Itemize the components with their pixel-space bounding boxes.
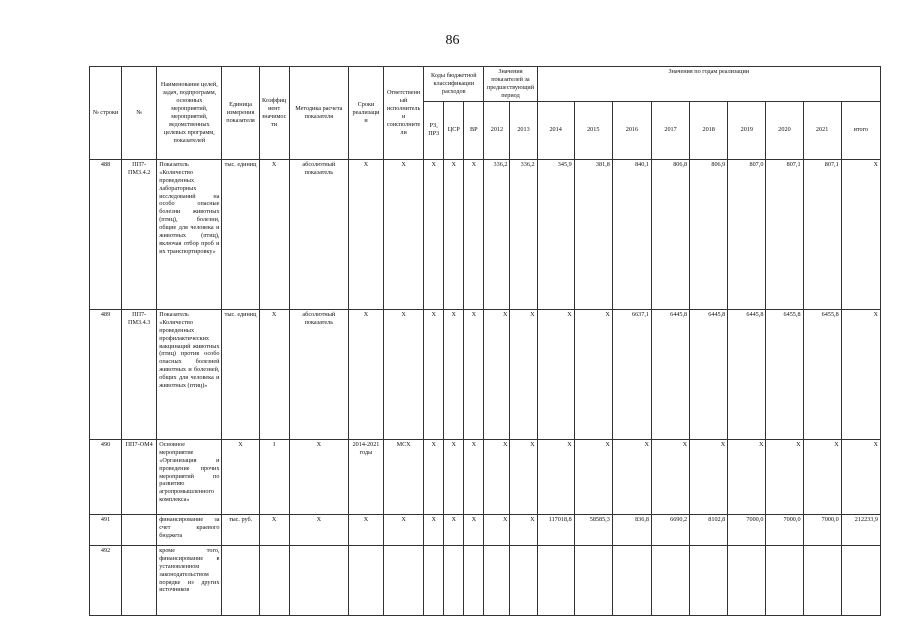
cell-year-value: 836,8 — [612, 514, 651, 545]
table-header — [90, 67, 881, 160]
col-year: 2021 — [803, 101, 841, 159]
col-year: 2016 — [612, 101, 651, 159]
col-total: итого — [841, 101, 880, 159]
cell-year-value: X — [537, 439, 574, 514]
cell-method: X — [289, 439, 348, 514]
cell-code: X — [424, 514, 444, 545]
col-method: Методика расчета показателя — [289, 67, 348, 160]
table-row — [90, 159, 881, 309]
col-unit: Единица измерения показателя — [222, 67, 259, 160]
cell-prior-value: 336,2 — [510, 159, 537, 309]
cell-total: X — [841, 159, 880, 309]
cell-year-value — [612, 545, 651, 615]
cell-coef: X — [259, 309, 289, 439]
cell-total — [841, 545, 880, 615]
cell-year-value: 806,8 — [651, 159, 689, 309]
col-terms: Сроки реализации — [348, 67, 383, 160]
cell-coef: I — [259, 439, 289, 514]
page-number: 86 — [445, 33, 460, 48]
cell-code: X — [464, 439, 484, 514]
cell-year-value — [537, 545, 574, 615]
cell-year-value: 381,8 — [574, 159, 612, 309]
cell-row-no: 489 — [90, 309, 122, 439]
cell-year-value: 6445,8 — [728, 309, 766, 439]
cell-responsible: X — [384, 309, 424, 439]
cell-year-value: X — [728, 439, 766, 514]
cell-code: X — [444, 439, 464, 514]
cell-year-value: 117018,8 — [537, 514, 574, 545]
col-year: 2020 — [766, 101, 803, 159]
col-prior-year: 2013 — [510, 101, 537, 159]
cell-year-value: 345,9 — [537, 159, 574, 309]
cell-year-value: X — [574, 309, 612, 439]
col-row-no: № строки — [90, 67, 122, 160]
cell-unit: X — [222, 439, 259, 514]
cell-unit — [222, 545, 259, 615]
cell-code: X — [464, 309, 484, 439]
cell-year-value: 806,9 — [690, 159, 728, 309]
cell-code: X — [464, 159, 484, 309]
cell-year-value: 807,0 — [728, 159, 766, 309]
cell-terms: 2014-2021 годы — [348, 439, 383, 514]
cell-year-value: 7000,0 — [803, 514, 841, 545]
cell-unit: тыс. единиц — [222, 309, 259, 439]
cell-method: абсолютный показатель — [289, 309, 348, 439]
cell-total: X — [841, 309, 880, 439]
cell-no — [122, 514, 157, 545]
cell-prior-value: X — [510, 439, 537, 514]
cell-unit: тыс. единиц — [222, 159, 259, 309]
col-year: 2017 — [651, 101, 689, 159]
cell-year-value — [728, 545, 766, 615]
cell-no: ПП7-ОМ4 — [122, 439, 157, 514]
cell-no: ПП7-ПМ3.4.3 — [122, 309, 157, 439]
cell-year-value: 6637,1 — [612, 309, 651, 439]
cell-prior-value: X — [510, 514, 537, 545]
cell-year-value — [803, 545, 841, 615]
col-code: РЗ, ПР3 — [424, 101, 444, 159]
cell-year-value — [574, 545, 612, 615]
cell-year-value: X — [803, 439, 841, 514]
cell-code: X — [464, 514, 484, 545]
cell-year-value: 807,1 — [803, 159, 841, 309]
cell-year-value — [766, 545, 803, 615]
cell-code: X — [424, 439, 444, 514]
cell-year-value: 6445,8 — [651, 309, 689, 439]
cell-code: X — [444, 514, 464, 545]
cell-year-value: 6690,2 — [651, 514, 689, 545]
cell-code — [464, 545, 484, 615]
cell-year-value: 58585,3 — [574, 514, 612, 545]
cell-row-no: 488 — [90, 159, 122, 309]
cell-name: финансирование за счет краевого бюджета — [157, 514, 222, 545]
col-year: 2018 — [690, 101, 728, 159]
col-year: 2015 — [574, 101, 612, 159]
cell-responsible — [384, 545, 424, 615]
cell-year-value: 840,1 — [612, 159, 651, 309]
cell-code — [424, 545, 444, 615]
cell-code: X — [444, 159, 464, 309]
table-row — [90, 514, 881, 545]
cell-responsible: X — [384, 159, 424, 309]
cell-year-value: 6445,8 — [690, 309, 728, 439]
cell-year-value: 807,1 — [766, 159, 803, 309]
table-row — [90, 545, 881, 615]
cell-method: X — [289, 514, 348, 545]
table-row — [90, 439, 881, 514]
cell-terms: X — [348, 514, 383, 545]
cell-year-value: 6455,8 — [803, 309, 841, 439]
cell-name: Показатель «Количество проведенных профилактических вакцинаций животных (птиц) против особо опасных болезней животных и болезней, общих для человека и животных (птиц)» — [157, 309, 222, 439]
cell-prior-value — [510, 545, 537, 615]
cell-no: ПП7-ПМ3.4.2 — [122, 159, 157, 309]
cell-total: X — [841, 439, 880, 514]
col-code: ЦСР — [444, 101, 464, 159]
cell-coef: X — [259, 514, 289, 545]
cell-coef: X — [259, 159, 289, 309]
cell-row-no: 492 — [90, 545, 122, 615]
cell-year-value: X — [651, 439, 689, 514]
cell-responsible: X — [384, 514, 424, 545]
cell-year-value: 7000,0 — [728, 514, 766, 545]
cell-year-value — [690, 545, 728, 615]
col-code: ВР — [464, 101, 484, 159]
cell-year-value: X — [766, 439, 803, 514]
col-coef: Коэффициент значимости — [259, 67, 289, 160]
col-year: 2014 — [537, 101, 574, 159]
cell-prior-value: X — [484, 514, 510, 545]
cell-year-value: X — [612, 439, 651, 514]
indicators-table — [89, 66, 881, 616]
cell-method: абсолютный показатель — [289, 159, 348, 309]
cell-terms: X — [348, 309, 383, 439]
col-year-values: Значения по годам реализации — [537, 67, 880, 102]
cell-code: X — [424, 309, 444, 439]
col-name: Наименование целей, задач, подпрограмм, основных мероприятий, мероприятий, ведомственных целевых программ, показателей — [157, 67, 222, 160]
col-responsible: Ответственный исполнитель и соисполнители — [384, 67, 424, 160]
col-prior-year: 2012 — [484, 101, 510, 159]
table-body — [90, 159, 881, 615]
cell-unit: тыс. руб. — [222, 514, 259, 545]
cell-year-value: 7000,0 — [766, 514, 803, 545]
table-row — [90, 309, 881, 439]
col-prior-values: Значения показателей за предшествующий период — [484, 67, 537, 102]
cell-year-value — [651, 545, 689, 615]
cell-no — [122, 545, 157, 615]
cell-prior-value: X — [484, 439, 510, 514]
cell-prior-value: X — [510, 309, 537, 439]
cell-code: X — [424, 159, 444, 309]
col-budget-codes: Коды бюджетной классификации расходов — [424, 67, 484, 102]
cell-name: Показатель «Количество проведенных лабораторных исследований на особо опасные болезни животных (птиц), болезни, общие для человека и животных (птиц), включая отбор проб и их транспортировку» — [157, 159, 222, 309]
cell-coef — [259, 545, 289, 615]
cell-year-value: X — [537, 309, 574, 439]
cell-total: 212233,9 — [841, 514, 880, 545]
cell-year-value: 8102,8 — [690, 514, 728, 545]
cell-code: X — [444, 309, 464, 439]
cell-prior-value: 336,2 — [484, 159, 510, 309]
cell-name: кроме того, финансирование в установленном законодательством порядке из других источников — [157, 545, 222, 615]
cell-year-value: X — [690, 439, 728, 514]
col-no: № — [122, 67, 157, 160]
cell-terms: X — [348, 159, 383, 309]
cell-code — [444, 545, 464, 615]
cell-responsible: МСХ — [384, 439, 424, 514]
col-year: 2019 — [728, 101, 766, 159]
cell-prior-value — [484, 545, 510, 615]
cell-row-no: 491 — [90, 514, 122, 545]
cell-terms — [348, 545, 383, 615]
cell-year-value: 6455,8 — [766, 309, 803, 439]
cell-prior-value: X — [484, 309, 510, 439]
cell-name: Основное мероприятие «Организация и проведение прочих мероприятий по развитию агропромышленного комплекса» — [157, 439, 222, 514]
cell-row-no: 490 — [90, 439, 122, 514]
cell-year-value: X — [574, 439, 612, 514]
cell-method — [289, 545, 348, 615]
